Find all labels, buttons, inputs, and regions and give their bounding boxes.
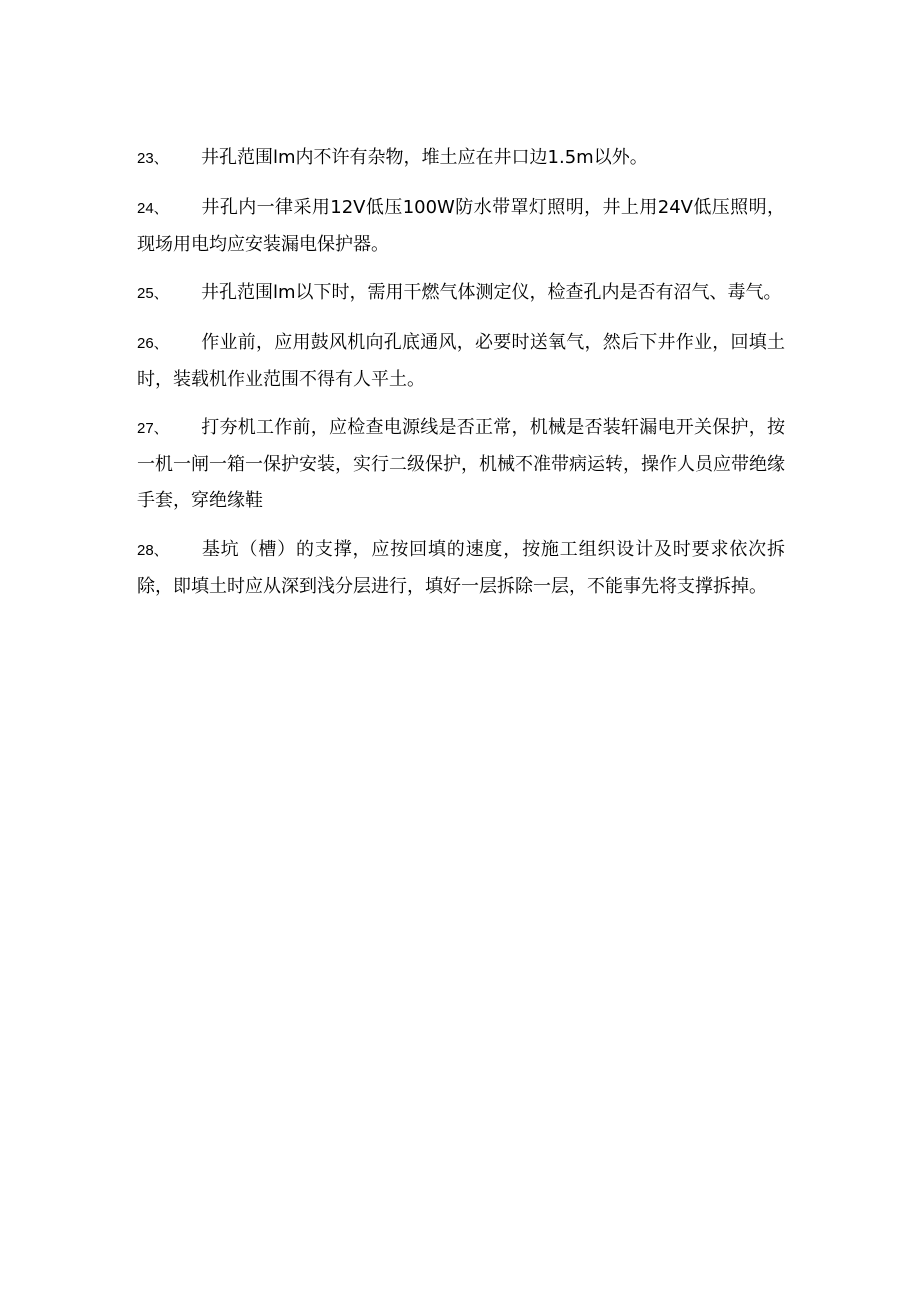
rule-item-26 [137,325,785,398]
rule-number: 28、 [137,541,169,559]
safety-rules-list [137,140,785,618]
rule-number: 27、 [137,420,169,438]
rule-number: 23、 [137,150,169,167]
rule-text: 基坑（槽）的支撑，应按回填的速度，按施工组织设计及时要求依次拆除，即填土时应从深到浅分层进行，填好一层拆除一层，不能事先将支撑拆掉。 [137,538,785,597]
rule-text: 井孔内一律采用12V低压100W防水带罩灯照明，井上用24V低压照明，现场用电均应安装漏电保护器。 [137,196,785,255]
rule-text: 作业前，应用鼓风机向孔底通风，必要时送氧气，然后下井作业，回填土时，装载机作业范围不得有人平土。 [137,331,785,390]
rule-number: 26、 [137,334,169,352]
rule-text: 井孔范围lm以下时，需用干燃气体测定仪，检查孔内是否有沼气、毒气。 [201,282,782,304]
rule-item-23 [137,140,785,177]
rule-text: 打夯机工作前，应检查电源线是否正常，机械是否装轩漏电开关保护，按一机一闸一箱一保护安装，实行二级保护，机械不准带病运转，操作人员应带绝缘手套，穿绝缘鞋 [137,417,785,512]
rule-item-25 [137,275,785,312]
rule-item-28 [137,532,785,605]
rule-item-24 [137,190,785,263]
rule-number: 25、 [137,285,169,303]
rule-text: 井孔范围lm内不许有杂物，堆土应在井口边1.5m以外。 [201,147,648,168]
rule-number: 24、 [137,199,169,217]
rule-item-27 [137,410,785,519]
